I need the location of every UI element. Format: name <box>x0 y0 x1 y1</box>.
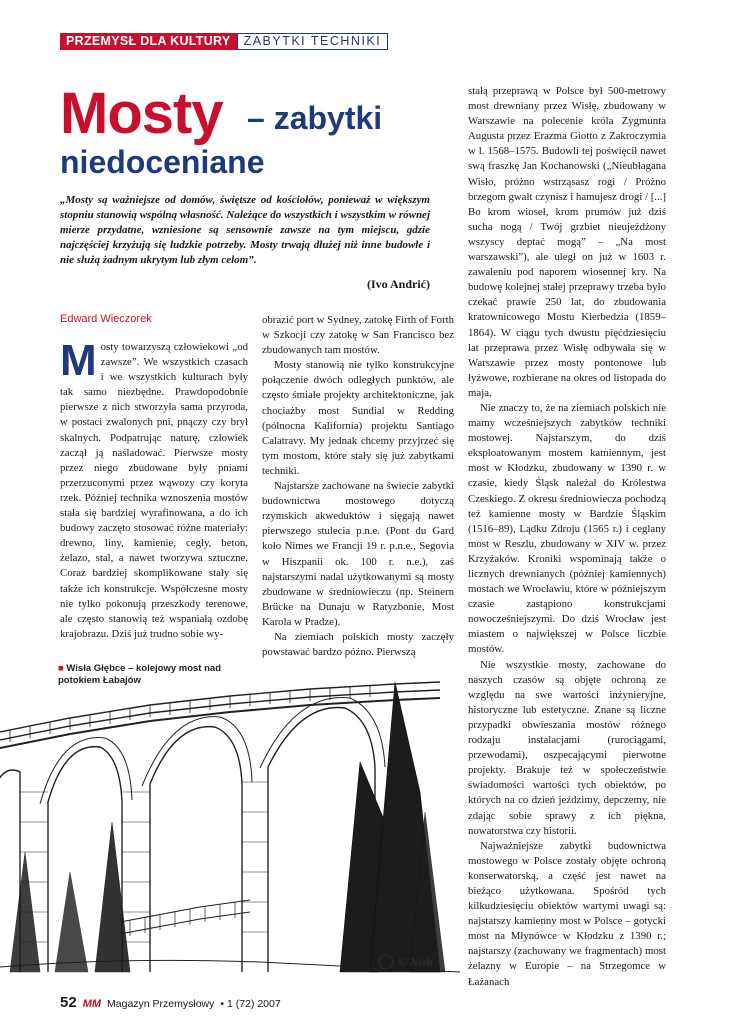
article-title-sub-line1: – zabytki <box>247 100 383 136</box>
paragraph: Nie wszystkie mosty, zachowane do naszych czasów są objęte ochroną ze względu na swe wartości inżynieryjne, historyczne lub estetyczne. Znane są liczne przypadki obwieszania mostów różnego rodzaju instalacjami (rurociągami, przewodami), oszpecającymi pierwotne projekty. Brakuje też w społeczeństwie świadomości wartości tych obiektów, po których na co dzień jeździmy, depczemy, nie zdając sobie sprawy z ich piękna, nowatorstwa czy historii. <box>468 658 666 837</box>
paragraph: Mosty stanowią nie tylko konstrukcyjne połączenie dwóch odległych punktów, ale często śmiałe projekty architektoniczne, jak chociażby most Sundial w Redding (północna Kalifornia) projektu Santiago Calatravy. My jednak chcemy przyjrzeć się tym mostom, które stały się już zabytkami techniki. <box>262 359 454 477</box>
page-number: 52 <box>60 994 77 1011</box>
article-column-2 <box>262 313 454 660</box>
paragraph: Najważniejsze zabytki budownictwa mostowego w Polsce zostały objęte ochroną konserwatorską, a część jest nawet na bieżąco użytkowana. Spośród tych kilkudziesięciu obiektów wartymi uwagi są: najstarszy kamienny most w Polsce – gotycki most na Młynówce w Kłodzku z 1390 r.; najstarszy (zachowany we fragmentach) most żelazny w Europie – na Strzegomce w Łażanach <box>468 839 666 988</box>
paragraph: stałą przeprawą w Polsce był 500-metrowy most drewniany przez Wisłę, zbudowany w Warszawie na polecenie króla Zygmunta Augusta przez Erazma Giotto z Zakroczymia w l. 1568–1575. Budowli tej poświęcił nawet swą fraszkę Jan Kochanowski („Nieubłagana Wisło, próżno wstrząsasz rogi / Próżno brzegom gwałt czynisz i hamujesz drogi / [...] Bo krom wioseł, krom prumów już dziś sucha nogą / Twój grzbiet nieujeżdżony wszyscy deptać mogą” – „Na most warszawski”), ale uległ on już w 1603 r. zawaleniu pod naporem wiosennej kry. Na budowę kolejnej stałej przeprawy trzeba było czekać prawie 250 lat, do zbudowania kratownicowego Mostu Kierbedzia (1859–1864). W ciągu tych dwustu pięćdziesięciu lat przeprawa przez Wisłę odbywała się w Warszawie przez mosty pontonowe lub łyżwowe, rozbierane na okres od listopada do maja. <box>468 85 666 399</box>
magazine-name: Magazyn Przemysłowy <box>107 998 215 1010</box>
caption-marker: ■ <box>58 663 64 674</box>
issue-info: • 1 (72) 2007 <box>220 998 281 1010</box>
magazine-logo: MM <box>82 998 102 1010</box>
page-footer <box>60 994 281 1011</box>
illustration-signature: © Nieb <box>398 955 433 969</box>
article-title: Mosty <box>60 81 223 146</box>
article-column-1 <box>60 336 248 642</box>
section-tag <box>60 33 388 50</box>
caption-text: Wisła Głębce – kolejowy most nad potokiem Łabajów <box>58 663 221 686</box>
viaduct-illustration <box>0 672 460 990</box>
section-label: PRZEMYSŁ DLA KULTURY <box>60 33 237 50</box>
paragraph: Na ziemiach polskich mosty zaczęły powstawać bardzo późno. Pierwszą <box>262 630 454 659</box>
motto-author: (Ivo Andrić) <box>367 277 430 291</box>
byline: Edward Wieczorek <box>60 313 152 325</box>
paragraph: Najstarsze zachowane na świecie zabytki budownictwa mostowego dotyczą rzymskich akweduktów i sięgają nawet pierwszego stulecia p.n.e. (Pont du Gard koło Nimes we Francji 19 r. p.n.e., Segovia w Hiszpanii ok. 100 r. n.e.), zaś najstarszymi nadal użytkowanymi są mosty zbudowane w średniowieczu (np. Steinern Brücke na Dunaju w Ratyzbonie, Most Karola w Pradze). <box>262 480 454 628</box>
paragraph: obrazić port w Sydney, zatokę Firth of Forth w Szkocji czy zatokę w San Francisco bez zbudowanych tam mostów. <box>262 314 454 357</box>
motto-quote: „Mosty są ważniejsze od domów, świętsze od kościołów, ponieważ w większym stopniu stanowią wspólną własność. Należące do wszystkich i wszystkim w równej mierze przydatne, wzniesione są sensownie zawsze na tym miejscu, gdzie najczęściej krzyżują się ludzkie potrzeby. Mosty trwają dłużej niż inne budowle i nie służą żadnym ukrytym lub złym celom”. <box>60 194 430 266</box>
paragraph: osty towarzyszą człowiekowi „od zawsze”. We wszystkich czasach i we wszystkich kulturach były tak samo niezbędne. Prawdopodobnie pierwsze z nich stworzyła sama przyroda, w postaci zwalonych pni, pnączy czy brył skalnych. Podpatrując naturę, człowiek zaczął ją naśladować. Pierwsze mosty przez niego zbudowane były pniami przerzuconymi przez wąwozy czy koryta rzek. Później technika wznoszenia mostów stała się bardziej wyrafinowana, a do ich budowy zaczęto stosować różne materiały: drewno, liny, kamienie, cegły, beton, żelazo, stal, a nawet tworzywa sztuczne. Coraz bardziej skomplikowane stały się także ich konstrukcje. Współczesne mosty nie tylko pokonują przeszkody terenowe, ale często stanowią też wspaniałą ozdobę krajobrazu. Dziś już trudno sobie wy- <box>60 341 248 640</box>
article-column-3 <box>468 84 666 990</box>
drop-cap: M <box>60 336 97 385</box>
subsection-label: ZABYTKI TECHNIKI <box>237 33 389 50</box>
paragraph: Nie znaczy to, że na ziemiach polskich nie mamy wcześniejszych zabytków techniki mostowej. Najstarszym, do dziś eksploatowanym mostem kamiennym, jest most w Kłodzku, zbudowany w 1390 r. w czasie, kiedy Śląsk należał do Królestwa Czeskiego. Z okresu średniowiecza pochodzą też kamienne mosty w Bardzie Śląskim (1516–89), Lądku Zdroju (1565 r.) i ceglany most w Reszlu, zbudowany w XIV w. przez Krzyżaków. Kroniki wspominają także o licznych drewnianych (później kamiennych) mostach we Wrocławiu, które w późniejszym czasie zastąpiono konstrukcjami nowocześniejszymi. Do dziś Wrocław jest miastem o największej w Polsce liczbie mostów. <box>468 401 666 656</box>
article-title-sub-line2: niedoceniane <box>60 144 265 180</box>
